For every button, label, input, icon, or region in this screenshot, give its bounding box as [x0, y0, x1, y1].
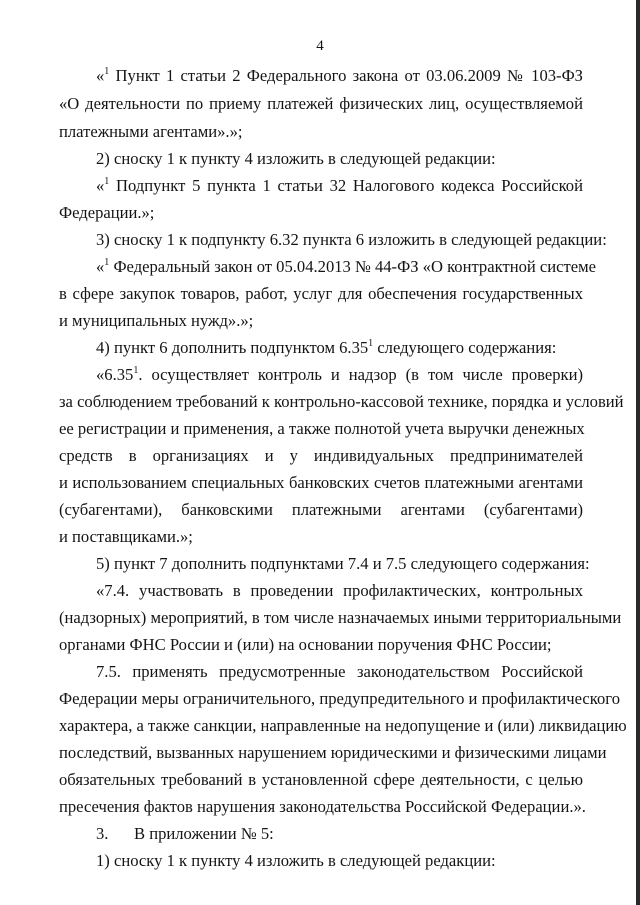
text-line: Федерации.»;: [59, 203, 155, 222]
text-line: органами ФНС России и (или) на основании поручения ФНС России;: [59, 635, 552, 654]
text-line: характера, а также санкции, направленные на недопущение и (или) ликвидацию: [59, 716, 627, 735]
text-line: и муниципальных нужд».»;: [59, 311, 254, 330]
section-number: 3.: [96, 824, 109, 843]
text-line: «7.4. участвовать в проведении профилактических, контрольных: [96, 581, 583, 600]
text-line: 3) сноску 1 к подпункту 6.32 пункта 6 изложить в следующей редакции:: [96, 230, 607, 249]
text-line: и поставщиками.»;: [59, 527, 193, 546]
text-line: (субагентами), банковскими платежными агентами (субагентами): [59, 500, 583, 519]
text-line: «О деятельности по приему платежей физических лиц, осуществляемой: [59, 94, 583, 113]
text-line: последствий, вызванных нарушением юридическими и физическими лицами: [59, 743, 607, 762]
text-line: и использованием специальных банковских счетов платежными агентами: [59, 473, 583, 492]
text-line: «6.35$^1$. осуществляет контроль и надзор (в том числе проверки): [96, 365, 583, 384]
text-line: 7.5. применять предусмотренные законодательством Российской: [96, 662, 583, 681]
text-line: 1) сноску 1 к пункту 4 изложить в следующей редакции:: [96, 851, 496, 870]
scan-edge-border: [636, 0, 640, 905]
text-line: обязательных требований в установленной сфере деятельности, с целью: [59, 770, 583, 789]
text-line: «$^1$ Федеральный закон от 05.04.2013 № 44-ФЗ «О контрактной системе: [96, 257, 596, 276]
text-line: ее регистрации и применения, а также полнотой учета выручки денежных: [59, 419, 585, 438]
text-line: платежными агентами».»;: [59, 122, 243, 141]
text-line: (надзорных) мероприятий, в том числе назначаемых иными территориальными: [59, 608, 622, 627]
text-line: в сфере закупок товаров, работ, услуг для обеспечения государственных: [59, 284, 583, 303]
text-line: 5) пункт 7 дополнить подпунктами 7.4 и 7.5 следующего содержания:: [96, 554, 590, 573]
text-line: за соблюдением требований к контрольно-кассовой технике, порядка и условий: [59, 392, 624, 411]
text-line: «$^1$ Пункт 1 статьи 2 Федерального закона от 03.06.2009 № 103-ФЗ: [96, 66, 583, 85]
page-number: 4: [316, 38, 324, 54]
text-line: средств в организациях и у индивидуальных предпринимателей: [59, 446, 583, 465]
section-heading: В приложении № 5:: [134, 824, 274, 843]
text-line: «$^1$ Подпункт 5 пункта 1 статьи 32 Налогового кодекса Российской: [96, 176, 583, 195]
text-line: 4) пункт 6 дополнить подпунктом 6.35$^1$ следующего содержания:: [96, 338, 557, 357]
text-line: 2) сноску 1 к пункту 4 изложить в следующей редакции:: [96, 149, 496, 168]
text-line: пресечения фактов нарушения законодательства Российской Федерации.».: [59, 797, 586, 816]
text-line: Федерации меры ограничительного, предупредительного и профилактического: [59, 689, 620, 708]
